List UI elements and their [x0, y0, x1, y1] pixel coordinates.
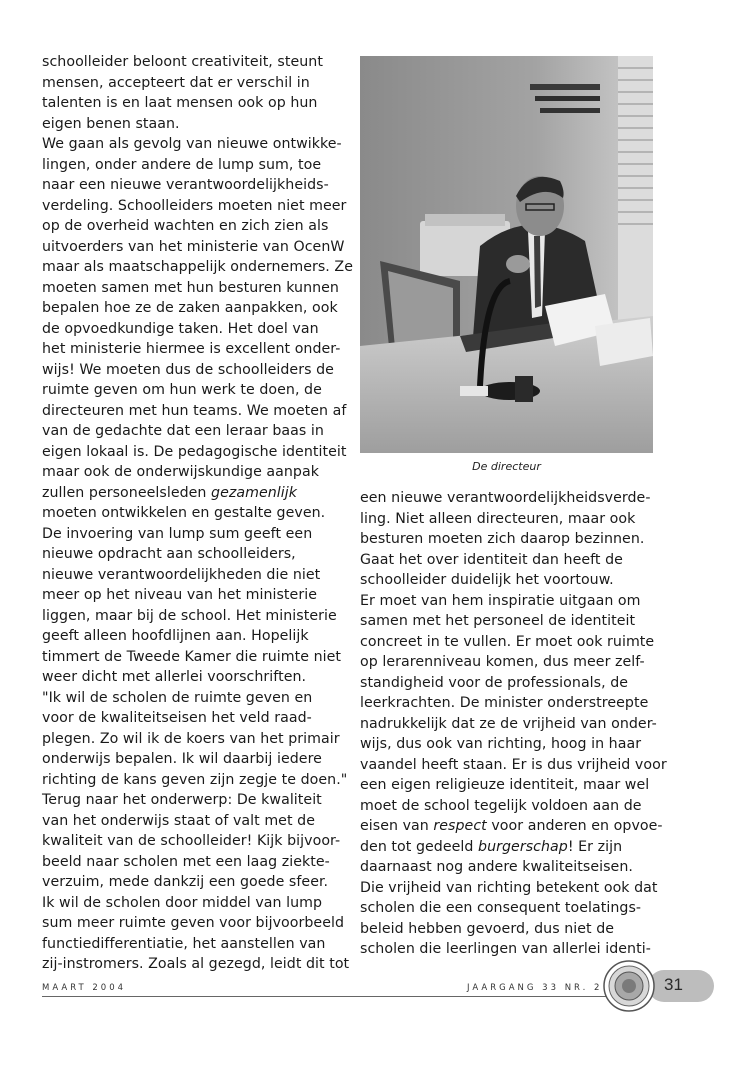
text-line: vaandel heeft staan. Er is dus vrijheid voor — [360, 756, 667, 773]
text-line: meer op het niveau van het ministerie — [42, 587, 317, 603]
text-line: maar ook de onderwijskundige aanpak — [42, 464, 319, 480]
text-line: van het onderwijs staat of valt met de — [42, 812, 315, 829]
text-line: besturen moeten zich daarop bezinnen. — [360, 531, 645, 547]
text-line: moet de school tegelijk voldoen aan de — [360, 797, 642, 814]
right-column — [360, 488, 667, 960]
text-line: lingen, onder andere de lump sum, toe — [42, 156, 322, 173]
text-line: concreet in te vullen. Er moet ook ruimte — [360, 633, 655, 650]
text-line: richting de kans geven zijn zegje te doen." — [42, 771, 348, 788]
text-line: De invoering van lump sum geeft een — [42, 525, 313, 542]
footer-volume: JAARGANG 33 NR. 2 — [467, 983, 603, 993]
text-line: We gaan als gevolg van nieuwe ontwikke- — [42, 136, 342, 152]
text-line: schoolleider beloont creativiteit, steunt — [42, 54, 323, 70]
page-number: 31 — [664, 975, 683, 994]
text-line: uitvoerders van het ministerie van OcenW — [42, 238, 345, 255]
text-line: eigen lokaal is. De pedagogische identiteit — [42, 443, 347, 460]
text-line: het ministerie hiermee is excellent onder- — [42, 341, 341, 357]
text-line: bepalen hoe ze de zaken aanpakken, ook — [42, 300, 338, 316]
text-line: directeuren met hun teams. We moeten af — [42, 402, 347, 419]
text-line: "Ik wil de scholen de ruimte geven en — [42, 689, 313, 706]
text-line: sum meer ruimte geven voor bijvoorbeeld — [42, 915, 345, 931]
text-line: timmert de Tweede Kamer die ruimte niet — [42, 648, 342, 665]
text-line: moeten ontwikkelen en gestalte geven. — [42, 505, 326, 521]
text-line: Ik wil de scholen door middel van lump — [42, 894, 323, 911]
text-line: kwaliteit van de schoolleider! Kijk bijvoor- — [42, 833, 341, 849]
text-line: geeft alleen hoofdlijnen aan. Hopelijk — [42, 628, 309, 644]
text-line: nieuwe opdracht aan schoolleiders, — [42, 546, 296, 562]
text-line: op de overheid wachten en zich zien als — [42, 218, 329, 234]
text-line: Die vrijheid van richting betekent ook dat — [360, 879, 658, 896]
text-line: onderwijs bepalen. Ik wil daarbij iedere — [42, 751, 322, 767]
text-line: de opvoedkundige taken. Het doel van — [42, 320, 319, 337]
text-line: Gaat het over identiteit dan heeft de — [360, 551, 623, 568]
text-line: scholen die leerlingen van allerlei identi- — [360, 941, 651, 957]
footer-rule — [42, 996, 616, 997]
text-line: beeld naar scholen met een laag ziekte- — [42, 853, 330, 870]
photo-illustration — [360, 56, 653, 453]
director-photo — [360, 56, 653, 453]
text-line: zij-instromers. Zoals al gezegd, leidt dit tot — [42, 956, 350, 972]
text-line: van de gedachte dat een leraar baas in — [42, 423, 324, 439]
text-line: beleid hebben gevoerd, dus niet de — [360, 920, 615, 937]
text-line: verdeling. Schoolleiders moeten niet meer — [42, 197, 347, 214]
text-line: functiedifferentiatie, het aanstellen van — [42, 935, 326, 952]
text-line: op lerarenniveau komen, dus meer zelf- — [360, 654, 645, 670]
text-line: den tot gedeeld burgerschap! Er zijn — [360, 838, 623, 855]
text-line: eisen van respect voor anderen en opvoe- — [360, 818, 663, 834]
seal-emblem-icon — [603, 960, 655, 1012]
text-line: schoolleider duidelijk het voortouw. — [360, 572, 614, 588]
left-column — [42, 52, 353, 975]
photo-caption: De directeur — [472, 460, 541, 473]
text-line: scholen die een consequent toelatings- — [360, 900, 642, 916]
footer-date: MAART 2004 — [42, 983, 127, 993]
text-line: maar als maatschappelijk ondernemers. Ze — [42, 259, 353, 275]
text-line: samen met het personeel de identiteit — [360, 613, 636, 629]
text-line: een eigen religieuze identiteit, maar wel — [360, 777, 650, 793]
text-line: naar een nieuwe verantwoordelijkheids- — [42, 177, 329, 193]
text-line: voor de kwaliteitseisen het veld raad- — [42, 710, 312, 726]
text-line: mensen, accepteert dat er verschil in — [42, 74, 310, 91]
text-line: nadrukkelijk dat ze de vrijheid van onder- — [360, 715, 657, 732]
text-line: wijs! We moeten dus de schoolleiders de — [42, 361, 334, 378]
text-line: een nieuwe verantwoordelijkheidsverde- — [360, 490, 651, 506]
text-line: daarnaast nog andere kwaliteitseisen. — [360, 859, 633, 875]
text-line: talenten is en laat mensen ook op hun — [42, 95, 318, 111]
text-line: liggen, maar bij de school. Het ministerie — [42, 607, 337, 624]
text-line: ruimte geven om hun werk te doen, de — [42, 382, 322, 398]
text-line: nieuwe verantwoordelijkheden die niet — [42, 566, 321, 583]
text-line: plegen. Zo wil ik de koers van het primair — [42, 730, 340, 747]
text-line: verzuim, mede dankzij een goede sfeer. — [42, 874, 329, 890]
text-line: leerkrachten. De minister onderstreepte — [360, 695, 649, 711]
text-line: eigen benen staan. — [42, 115, 180, 132]
text-line: Terug naar het onderwerp: De kwaliteit — [42, 792, 322, 808]
text-line: ling. Niet alleen directeuren, maar ook — [360, 510, 636, 527]
text-line: zullen personeelsleden gezamenlijk — [42, 484, 298, 501]
text-line: Er moet van hem inspiratie uitgaan om — [360, 592, 641, 609]
text-line: moeten samen met hun besturen kunnen — [42, 279, 339, 296]
text-line: weer dicht met allerlei voorschriften. — [42, 669, 307, 685]
text-line: wijs, dus ook van richting, hoog in haar — [360, 736, 642, 752]
text-line: standigheid voor de professionals, de — [360, 674, 629, 691]
